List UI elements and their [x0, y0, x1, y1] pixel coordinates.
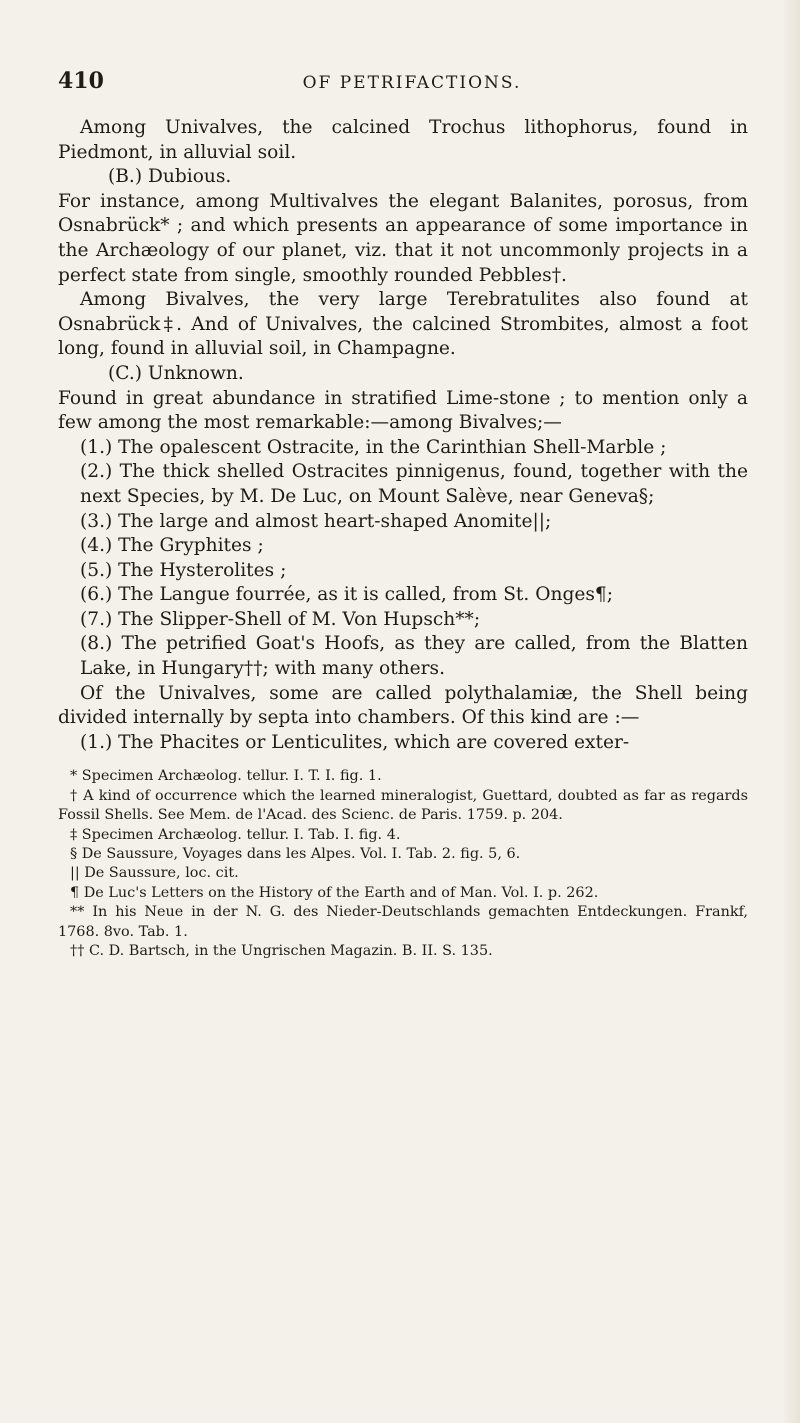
list-item: (6.) The Langue fourrée, as it is called, from St. Onges¶; — [80, 584, 613, 606]
section-heading-unknown: (C.) Unknown. — [108, 362, 244, 384]
footnote: * Specimen Archæolog. tellur. I. T. I. fig. 1. — [70, 768, 382, 785]
footnote: † A kind of occurrence which the learned mineralogist, Guettard, doubted as far as regards Fossil Shells. See Mem. de l'Acad. des Scienc. de Paris. 1759. p. 204. — [58, 787, 748, 824]
page-edge-shadow — [782, 0, 800, 1423]
paragraph: Of the Univalves, some are called polythalamiæ, the Shell being divided internally by septa into chambers. Of this kind are :— — [58, 682, 748, 729]
paragraph: Found in great abundance in stratified Lime-stone ; to mention only a few among the most remarkable:—among Bivalves;— — [58, 387, 748, 434]
footnotes — [58, 767, 748, 961]
list-item: (4.) The Gryphites ; — [80, 535, 264, 557]
footnote: ‡ Specimen Archæolog. tellur. I. Tab. I. fig. 4. — [70, 826, 401, 843]
footnote: †† C. D. Bartsch, in the Ungrischen Magazin. B. II. S. 135. — [70, 943, 493, 960]
page-number: 410 — [58, 68, 104, 94]
footnote: || De Saussure, loc. cit. — [70, 865, 239, 882]
list-item: (1.) The Phacites or Lenticulites, which are covered exter- — [80, 731, 630, 753]
running-title: OF PETRIFACTIONS. — [302, 73, 522, 93]
page-header — [58, 68, 748, 94]
main-text — [58, 116, 748, 755]
list-item: (5.) The Hysterolites ; — [80, 559, 287, 581]
book-page — [58, 68, 748, 962]
paragraph: Among Bivalves, the very large Terebratulites also found at Osnabrück‡. And of Univalves, the calcined Strombites, almost a foot long, found in alluvial soil, in Champagne. — [58, 289, 748, 360]
section-heading-dubious: (B.) Dubious. — [108, 166, 232, 188]
list-item: (3.) The large and almost heart-shaped Anomite||; — [80, 510, 552, 532]
footnote: ** In his Neue in der N. G. des Nieder-Deutschlands gemachten Entdeckungen. Frankf, 1768. 8vo. Tab. 1. — [58, 904, 748, 940]
list-item: (1.) The opalescent Ostracite, in the Carinthian Shell-Marble ; — [80, 436, 667, 458]
list-item: (2.) The thick shelled Ostracites pinnigenus, found, together with the next Species, by M. De Luc, on Mount Salève, near Geneva§; — [80, 461, 748, 507]
footnote: § De Saussure, Voyages dans les Alpes. Vol. I. Tab. 2. fig. 5, 6. — [70, 846, 521, 863]
footnote: ¶ De Luc's Letters on the History of the Earth and of Man. Vol. I. p. 262. — [70, 884, 599, 901]
paragraph: For instance, among Multivalves the elegant Balanites, porosus, from Osnabrück* ; and which presents an appearance of some importance in the Archæology of our planet, viz. that it not uncommonly projects in a perfect state from single, smoothly rounded Pebbles†. — [58, 190, 748, 286]
list-item: (8.) The petrified Goat's Hoofs, as they are called, from the Blatten Lake, in Hungary††; with many others. — [80, 633, 748, 680]
paragraph: Among Univalves, the calcined Trochus lithophorus, found in Piedmont, in alluvial soil. — [58, 117, 748, 163]
list-item: (7.) The Slipper-Shell of M. Von Hupsch**; — [80, 608, 481, 630]
